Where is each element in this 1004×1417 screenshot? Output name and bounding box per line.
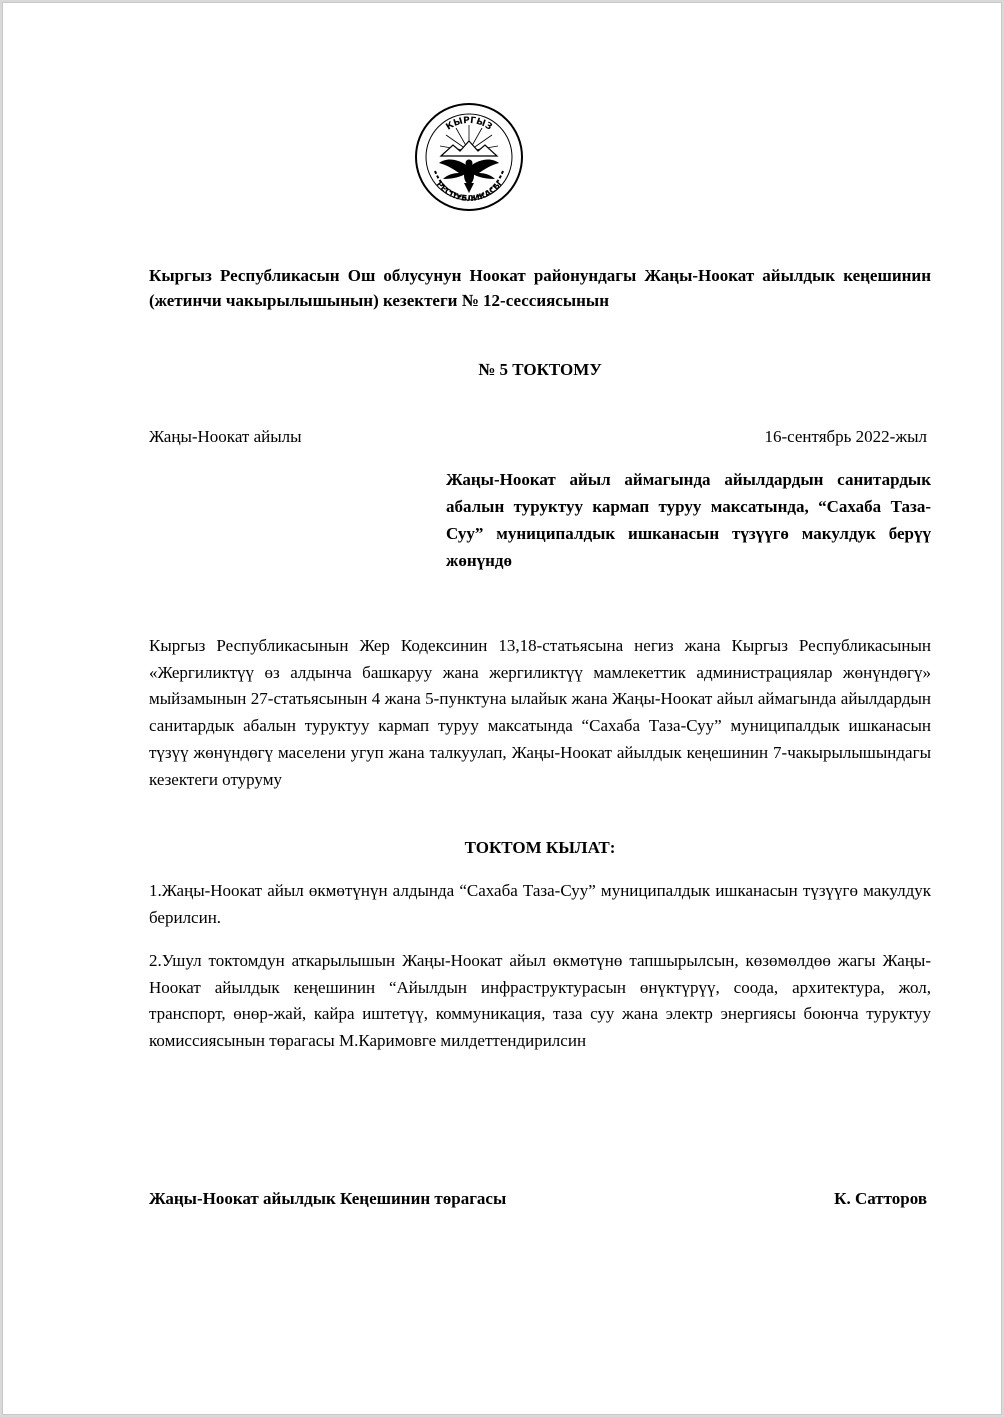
document-preamble: Кыргыз Республикасынын Жер Кодексинин 13,18-статьясына негиз жана Кыргыз Республикасынын «Жергиликтүү өз алдынча башкаруу жана жергиликтүү мамлекеттик администрациялар жөнүндөгү» мыйзамынын 27-статьясынын 4 жана 5-пунктуна ылайык жана Жаңы-Ноокат айыл аймагында айылдардын санитардык абалын туруктуу кармап туруу максатында “Сахаба Таза-Суу” муниципалдык ишканасын түзүү жөнүндөгү маселени угуп жана талкуулап, Жаңы-Ноокат айылдык кеңешинин 7-чакырылышындагы кезектеги отуруму [149, 636, 931, 789]
document-title: № 5 ТОКТОМУ [478, 360, 602, 379]
document-date: 16-сентябрь 2022-жыл [764, 427, 927, 446]
svg-text:РЕСПУБЛИКАСЫ: РЕСПУБЛИКАСЫ [434, 179, 504, 204]
signature-title: Жаңы-Ноокат айылдык Кеңешинин төрагасы [149, 1189, 507, 1208]
state-emblem-icon [413, 101, 525, 213]
decree-item-2: 2.Ушул токтомдун аткарылышын Жаңы-Ноокат айыл өкмөтүнө тапшырылсын, көзөмөлдөө жагы Жаңы-Ноокат айылдык кеңешинин “Айылдын инфраструктурасын өнүктүрүү, соода, архитектура, жол, транспорт, өнөр-жай, кайра иштетүү, коммуникация, таза суу жана электр энергиясы боюнча туруктуу комиссиясынын төрагасы М.Каримовге милдеттендирилсин [149, 951, 931, 1050]
signature-name: К. Сатторов [834, 1189, 927, 1208]
document-header: Кыргыз Республикасын Ош облусунун Ноокат районундагы Жаңы-Ноокат айылдык кеңешинин (жетинчи чакырылышынын) кезектеги № 12-сессиясынын [149, 266, 931, 310]
decree-item-1: 1.Жаңы-Ноокат айыл өкмөтүнүн алдында “Сахаба Таза-Суу” муниципалдык ишканасын түзүүгө макулдук берилсин. [149, 881, 931, 927]
svg-text:КЫРГЫЗ: КЫРГЫЗ [444, 115, 494, 133]
document-subject: Жаңы-Ноокат айыл аймагында айылдардын санитардык абалын туруктуу кармап туруу максатында, “Сахаба Таза-Суу” муниципалдык ишканасын түзүүгө макулдук берүү жөнүндө [446, 470, 931, 570]
decree-heading: ТОКТОМ КЫЛАТ: [464, 838, 616, 857]
document-page [2, 2, 1002, 1415]
document-place: Жаңы-Ноокат айылы [149, 427, 302, 446]
